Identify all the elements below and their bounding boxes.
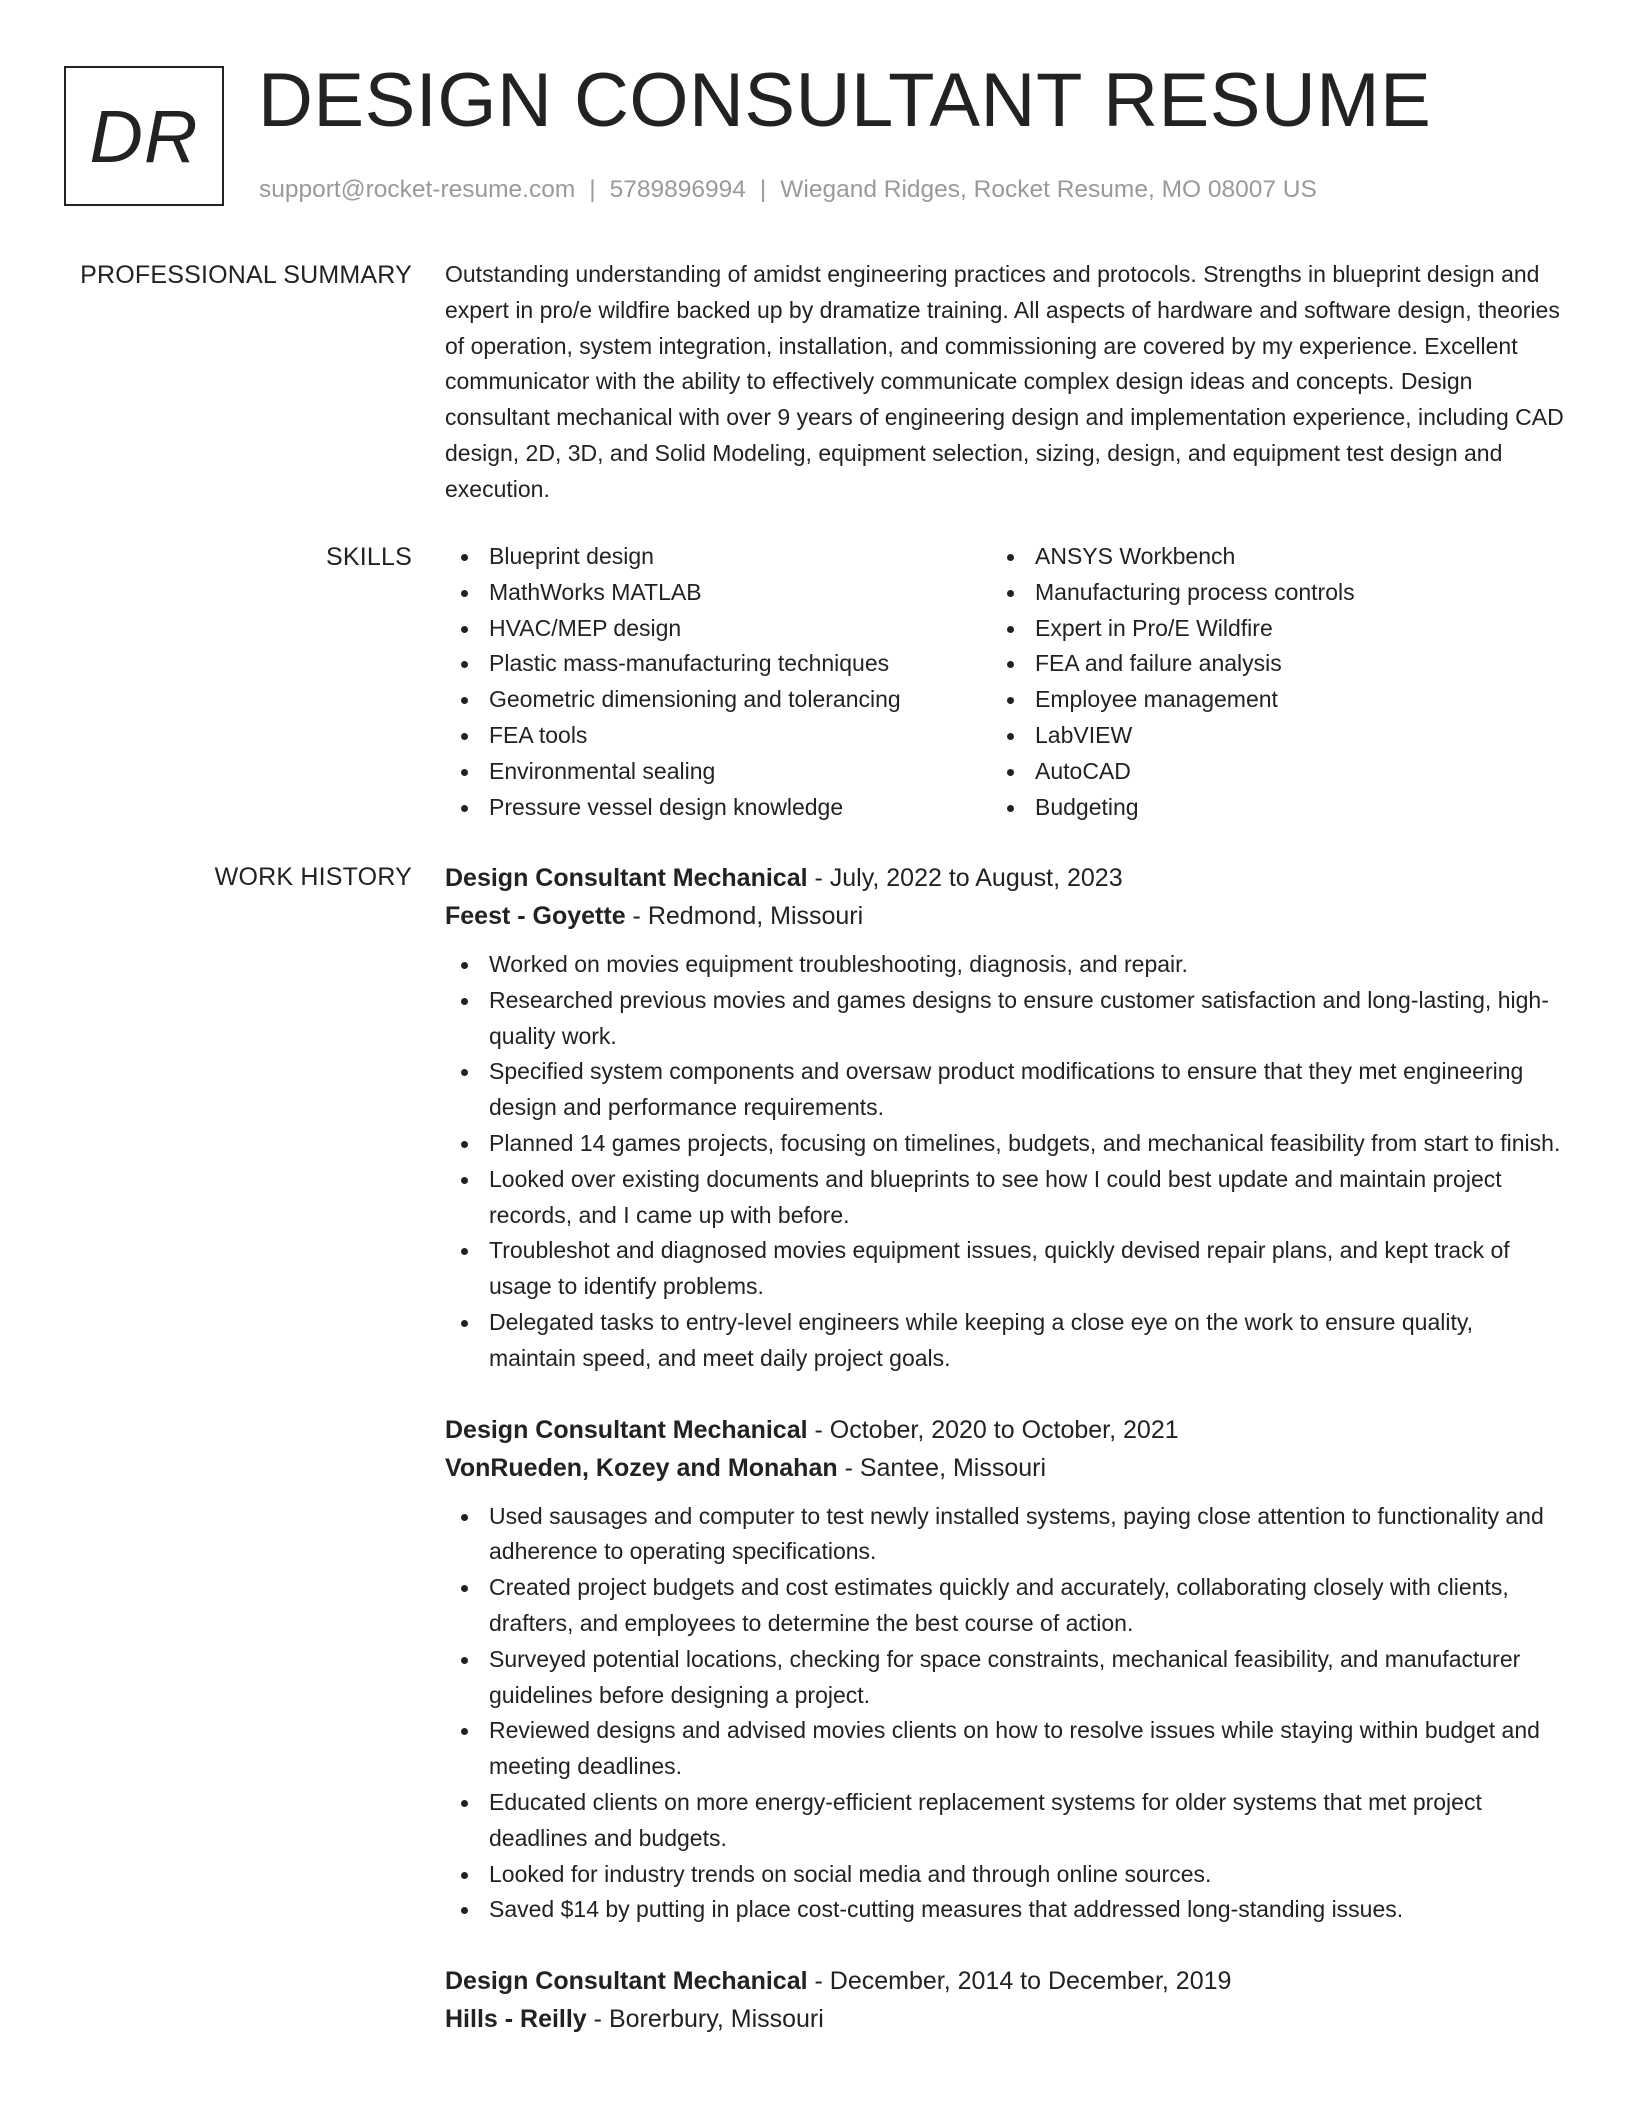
job-bullet: Looked over existing documents and blueprints to see how I could best update and maintain project records, and I came up with before.	[445, 1162, 1565, 1234]
job-title-line: Design Consultant Mechanical - October, 2020 to October, 2021	[445, 1415, 1179, 1444]
skills-grid	[445, 539, 1565, 825]
skill-item: Plastic mass-manufacturing techniques	[445, 646, 991, 682]
job-bullet: Specified system components and oversaw product modifications to ensure that they met engineering design and performance requirements.	[445, 1054, 1565, 1126]
job-bullet: Educated clients on more energy-efficient replacement systems for older systems that met project deadlines and budgets.	[445, 1785, 1565, 1857]
contact-phone[interactable]: 5789896994	[609, 176, 746, 203]
contact-line	[259, 172, 1317, 208]
job-bullet: Created project budgets and cost estimates quickly and accurately, collaborating closely with clients, drafters, and employees to determine the best course of action.	[445, 1570, 1565, 1642]
job-bullet: Researched previous movies and games designs to ensure customer satisfaction and long-lasting, high-quality work.	[445, 983, 1565, 1055]
summary-text: Outstanding understanding of amidst engineering practices and protocols. Strengths in blueprint design and expert in pro/e wildfire backed up by dramatize training. All aspects of hardware and software design, theories of operation, system integration, installation, and commissioning are covered by my experience. Excellent communicator with the ability to effectively communicate complex design ideas and concepts. Design consultant mechanical with over 9 years of engineering design and implementation experience, including CAD design, 2D, 3D, and Solid Modeling, equipment selection, sizing, design, and equipment test design and execution.	[445, 261, 1564, 502]
skill-item: ANSYS Workbench	[991, 539, 1355, 575]
skill-item: LabVIEW	[991, 718, 1355, 754]
job-location: Santee, Missouri	[859, 1453, 1047, 1482]
job-title-line: Design Consultant Mechanical - July, 2022 to August, 2023	[445, 864, 1123, 892]
skill-item: Expert in Pro/E Wildfire	[991, 611, 1355, 647]
job-company-line: VonRueden, Kozey and Monahan - Santee, Missouri	[445, 1453, 1047, 1482]
job-company: Hills - Reilly	[445, 2005, 587, 2034]
job-company: Feest - Goyette	[445, 902, 626, 930]
job-bullet: Delegated tasks to entry-level engineers while keeping a close eye on the work to ensure quality, maintain speed, and meet daily project goals.	[445, 1305, 1565, 1377]
work-body	[445, 859, 1565, 2072]
job-bullet: Looked for industry trends on social media and through online sources.	[445, 1857, 1565, 1893]
job-location: Redmond, Missouri	[647, 902, 864, 930]
job-entry	[445, 859, 1565, 1377]
skill-item: MathWorks MATLAB	[445, 575, 991, 611]
job-bullet: Worked on movies equipment troubleshooting, diagnosis, and repair.	[445, 947, 1565, 983]
monogram-logo: DR	[64, 66, 224, 206]
skill-item: Environmental sealing	[445, 754, 991, 790]
job-dates: October, 2020 to October, 2021	[829, 1415, 1179, 1444]
contact-address: Wiegand Ridges, Rocket Resume, MO 08007 US	[780, 176, 1317, 203]
contact-email[interactable]: support@rocket-resume.com	[259, 176, 576, 203]
summary-heading: PROFESSIONAL SUMMARY	[80, 261, 412, 289]
summary-body	[445, 257, 1565, 508]
work-heading: WORK HISTORY	[214, 863, 412, 891]
skills-body	[445, 539, 1565, 825]
job-bullet: Used sausages and computer to test newly installed systems, paying close attention to functionality and adherence to operating specifications.	[445, 1499, 1565, 1571]
job-bullets	[445, 1499, 1565, 1929]
skill-item: FEA and failure analysis	[991, 646, 1355, 682]
job-company: VonRueden, Kozey and Monahan	[445, 1453, 838, 1482]
job-title: Design Consultant Mechanical	[445, 1967, 808, 1996]
skill-item: Manufacturing process controls	[991, 575, 1355, 611]
skill-item: Geometric dimensioning and tolerancing	[445, 682, 991, 718]
skills-heading: SKILLS	[326, 543, 412, 571]
job-bullet: Troubleshot and diagnosed movies equipment issues, quickly devised repair plans, and kept track of usage to identify problems.	[445, 1233, 1565, 1305]
job-entry	[445, 1962, 1565, 2038]
job-dates: December, 2014 to December, 2019	[829, 1967, 1232, 1996]
skill-item: FEA tools	[445, 718, 991, 754]
job-bullet: Planned 14 games projects, focusing on timelines, budgets, and mechanical feasibility from start to finish.	[445, 1126, 1565, 1162]
job-title-line: Design Consultant Mechanical - December, 2014 to December, 2019	[445, 1967, 1232, 1996]
job-bullets	[445, 947, 1565, 1377]
skill-item: Blueprint design	[445, 539, 991, 575]
skill-item: AutoCAD	[991, 754, 1355, 790]
skills-list-right	[991, 539, 1355, 825]
job-location: Borerbury, Missouri	[608, 2005, 824, 2034]
skill-item: Budgeting	[991, 790, 1355, 826]
job-entry	[445, 1411, 1565, 1929]
skills-list-left	[445, 539, 991, 825]
job-bullet: Surveyed potential locations, checking for space constraints, mechanical feasibility, and manufacturer guidelines before designing a project.	[445, 1642, 1565, 1714]
skill-item: Pressure vessel design knowledge	[445, 790, 991, 826]
job-bullet: Saved $14 by putting in place cost-cutting measures that addressed long-standing issues.	[445, 1892, 1565, 1928]
skill-item: HVAC/MEP design	[445, 611, 991, 647]
contact-separator: |	[759, 176, 767, 203]
job-title: Design Consultant Mechanical	[445, 1415, 808, 1444]
job-bullet: Reviewed designs and advised movies clients on how to resolve issues while staying within budget and meeting deadlines.	[445, 1713, 1565, 1785]
job-company-line: Hills - Reilly - Borerbury, Missouri	[445, 2005, 824, 2034]
page-title: DESIGN CONSULTANT RESUME	[258, 58, 1432, 143]
job-dates: July, 2022 to August, 2023	[829, 864, 1123, 892]
job-company-line: Feest - Goyette - Redmond, Missouri	[445, 902, 864, 930]
contact-separator: |	[589, 176, 596, 203]
job-title: Design Consultant Mechanical	[445, 864, 808, 892]
skill-item: Employee management	[991, 682, 1355, 718]
